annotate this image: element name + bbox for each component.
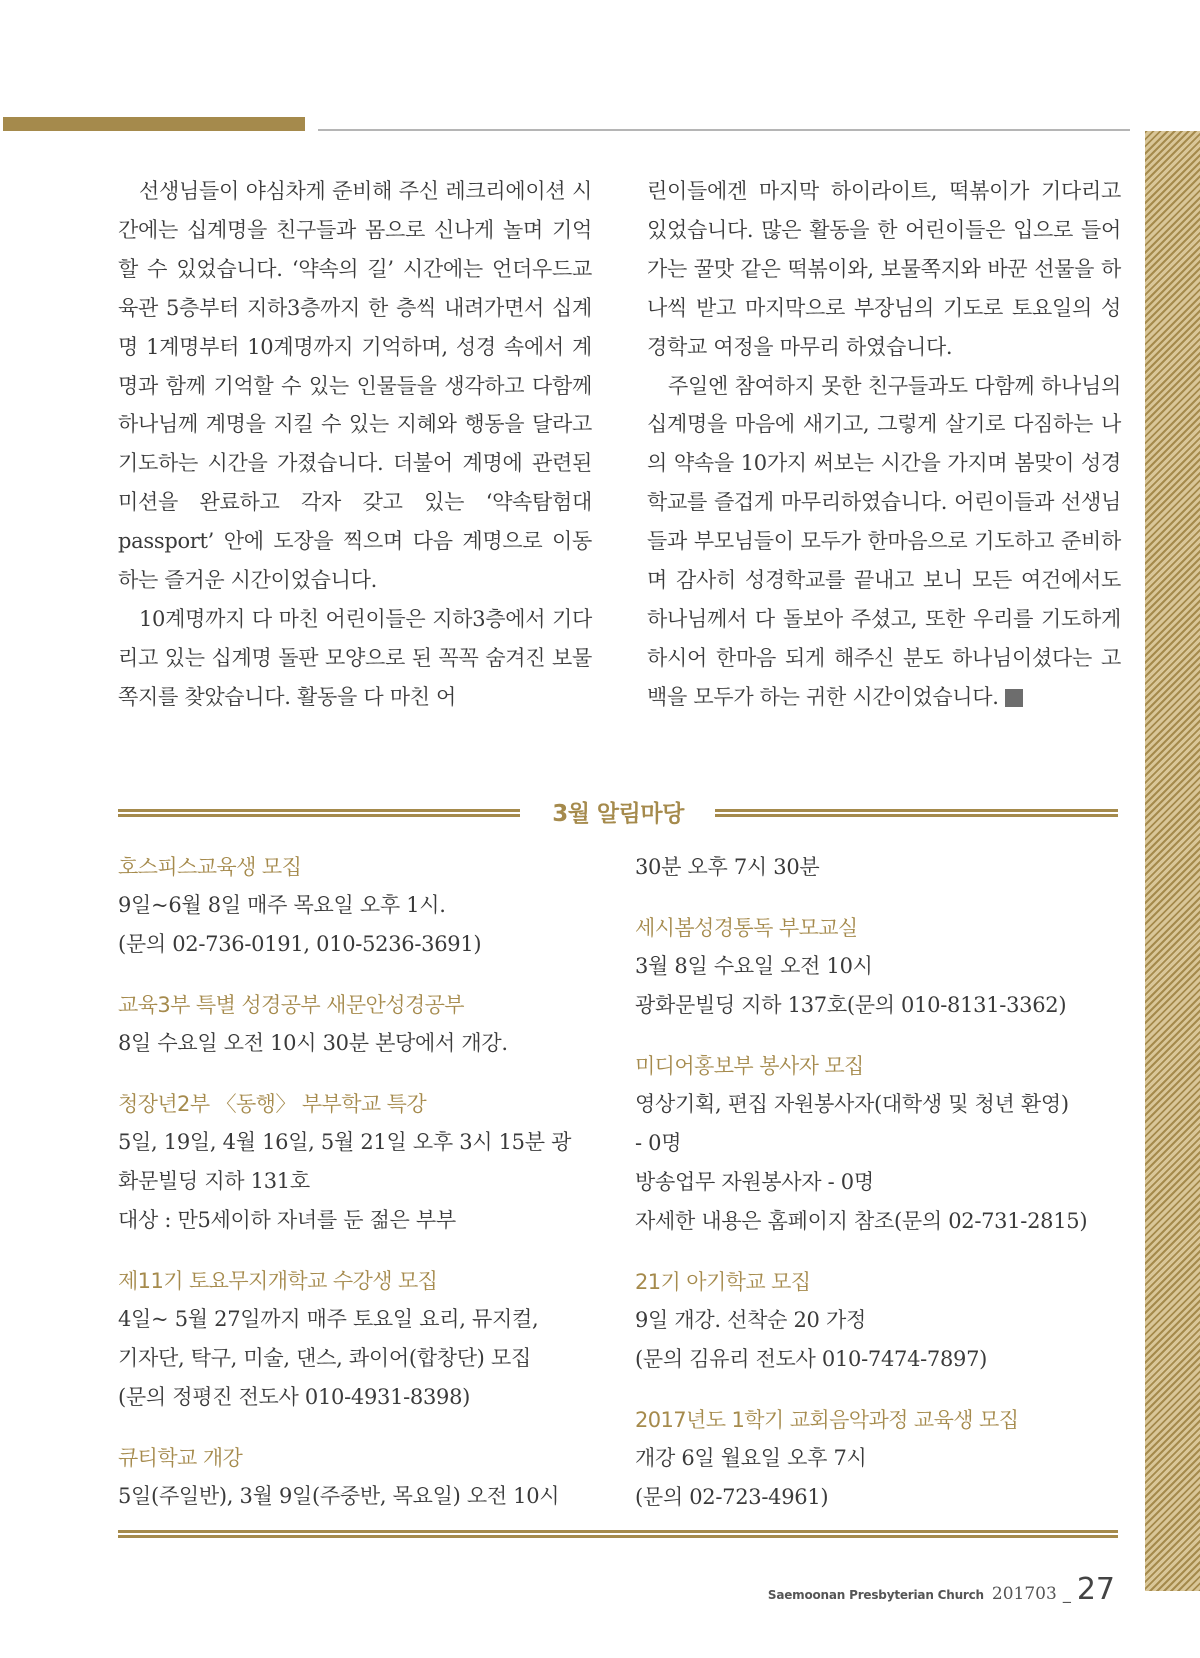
notice-line: 5일, 19일, 4월 16일, 5월 21일 오후 3시 15분 광	[118, 1130, 572, 1154]
notice-line: 방송업무 자원봉사자 - 0명	[635, 1170, 874, 1194]
notice-item	[635, 909, 1118, 1025]
end-mark-icon: 새	[1005, 689, 1023, 707]
article-paragraph: 린이들에겐 마지막 하이라이트, 떡볶이가 기다리고 있었습니다. 많은 활동을 한 어린이들은 입으로 들어가는 꿀맛 같은 떡볶이와, 보물쪽지와 바꾼 선물을 하나씩 받고 마지막으로 부장님의 기도로 토요일의 성경학교 여정을 마무리 하였습니다.	[647, 179, 1121, 359]
notice-item	[635, 1047, 1118, 1241]
notice-line: 영상기획, 편집 자원봉사자(대학생 및 청년 환영)	[635, 1092, 1069, 1116]
notice-line: 8일 수요일 오전 10시 30분 본당에서 개강.	[118, 1031, 508, 1055]
article-column-right	[647, 172, 1121, 717]
notice-item	[118, 1085, 608, 1240]
notice-line: (문의 정평진 전도사 010-4931-8398)	[118, 1385, 471, 1409]
notice-line: 자세한 내용은 홈페이지 참조(문의 02-731-2815)	[635, 1209, 1088, 1233]
notice-line: 화문빌딩 지하 131호	[118, 1169, 310, 1193]
page-footer	[768, 1572, 1115, 1607]
notice-column-right	[635, 848, 1118, 1539]
notice-item	[635, 848, 1118, 887]
page-number: 27	[1076, 1572, 1115, 1607]
header-gold-bar	[3, 117, 305, 131]
article-paragraph-last	[647, 367, 1121, 717]
notice-line: 30분 오후 7시 30분	[635, 855, 820, 879]
notice-item	[118, 848, 608, 964]
section-rule-left	[118, 809, 520, 817]
footer-church-name: Saemoonan Presbyterian Church	[767, 1588, 984, 1602]
notice-line: (문의 김유리 전도사 010-7474-7897)	[635, 1347, 988, 1371]
notice-line: 대상 : 만5세이하 자녀를 둔 젊은 부부	[118, 1208, 456, 1232]
notice-line: 개강 6일 월요일 오후 7시	[635, 1446, 867, 1470]
article-paragraph: 선생님들이 야심차게 준비해 주신 레크리에이션 시간에는 십계명을 친구들과 몸으로 신나게 놀며 기억할 수 있었습니다. ‘약속의 길’ 시간에는 언더우드교육관 5층부터 지하3층까지 한 층씩 내려가면서 십계명 1계명부터 10계명까지 기억하며, 성경 속에서 계명과 함께 기억할 수 있는 인물들을 생각하고 다함께 하나님께 계명을 지킬 수 있는 지혜와 행동을 달라고 기도하는 시간을 가졌습니다. 더불어 계명에 관련된 미션을 완료하고 각자 갖고 있는 ‘약속탐험대 passport’ 안에 도장을 찍으며 다음 계명으로 이동하는 즐거운 시간이었습니다.	[118, 179, 592, 593]
footer-issue: 201703	[991, 1584, 1057, 1604]
notice-line: 4일~ 5월 27일까지 매주 토요일 요리, 뮤지컬,	[118, 1307, 539, 1331]
notice-title: 교육3부 특별 성경공부 새문안성경공부	[118, 993, 464, 1017]
side-stripe-decoration	[1145, 131, 1200, 1591]
section-header	[118, 797, 1118, 831]
notice-title: 제11기 토요무지개학교 수강생 모집	[118, 1269, 438, 1293]
notice-line: 기자단, 탁구, 미술, 댄스, 콰이어(합창단) 모집	[118, 1346, 531, 1370]
notice-item	[118, 1439, 608, 1516]
footer-separator: _	[1062, 1584, 1071, 1603]
notice-title: 2017년도 1학기 교회음악과정 교육생 모집	[635, 1408, 1019, 1432]
notice-line: (문의 02-723-4961)	[635, 1485, 829, 1509]
notice-item	[635, 1263, 1118, 1379]
notice-title: 호스피스교육생 모집	[118, 855, 302, 879]
notice-line: 9일~6월 8일 매주 목요일 오후 1시.	[118, 893, 446, 917]
section-title: 3월 알림마당	[552, 801, 684, 827]
article-paragraph: 10계명까지 다 마친 어린이들은 지하3층에서 기다리고 있는 십계명 돌판 모양으로 된 꼭꼭 숨겨진 보물쪽지를 찾았습니다. 활동을 다 마친 어	[118, 606, 592, 709]
section-rule-right	[715, 809, 1118, 817]
notice-line: 9일 개강. 선착순 20 가정	[635, 1308, 866, 1332]
notice-item	[118, 986, 608, 1063]
bottom-rule	[118, 1530, 1118, 1538]
notice-line: 광화문빌딩 지하 137호(문의 010-8131-3362)	[635, 993, 1067, 1017]
article-column-left	[118, 172, 592, 717]
notice-title: 청장년2부 〈동행〉 부부학교 특강	[118, 1092, 427, 1116]
notice-title: 미디어홍보부 봉사자 모집	[635, 1054, 864, 1078]
notice-line: - 0명	[635, 1131, 682, 1155]
notice-item	[118, 1262, 608, 1417]
notice-title: 21기 아기학교 모집	[635, 1270, 811, 1294]
notice-title: 세시봄성경통독 부모교실	[635, 916, 858, 940]
notice-column-left	[118, 848, 608, 1538]
article-paragraph-text: 주일엔 참여하지 못한 친구들과도 다함께 하나님의 십계명을 마음에 새기고, 그렇게 살기로 다짐하는 나의 약속을 10가지 써보는 시간을 가지며 봄맞이 성경학교를 즐겁게 마무리하였습니다. 어린이들과 선생님들과 부모님들이 모두가 한마음으로 기도하고 준비하며 감사히 성경학교를 끝내고 보니 모든 여건에서도 하나님께서 다 돌보아 주셨고, 또한 우리를 기도하게 하시어 한마음 되게 해주신 분도 하나님이셨다는 고백을 모두가 하는 귀한 시간이었습니다.	[647, 373, 1121, 709]
notice-line: (문의 02-736-0191, 010-5236-3691)	[118, 932, 482, 956]
notice-title: 큐티학교 개강	[118, 1446, 243, 1470]
header-divider-line	[318, 129, 1130, 131]
notice-line: 3월 8일 수요일 오전 10시	[635, 954, 873, 978]
notice-item	[635, 1401, 1118, 1517]
notice-line: 5일(주일반), 3월 9일(주중반, 목요일) 오전 10시	[118, 1484, 560, 1508]
